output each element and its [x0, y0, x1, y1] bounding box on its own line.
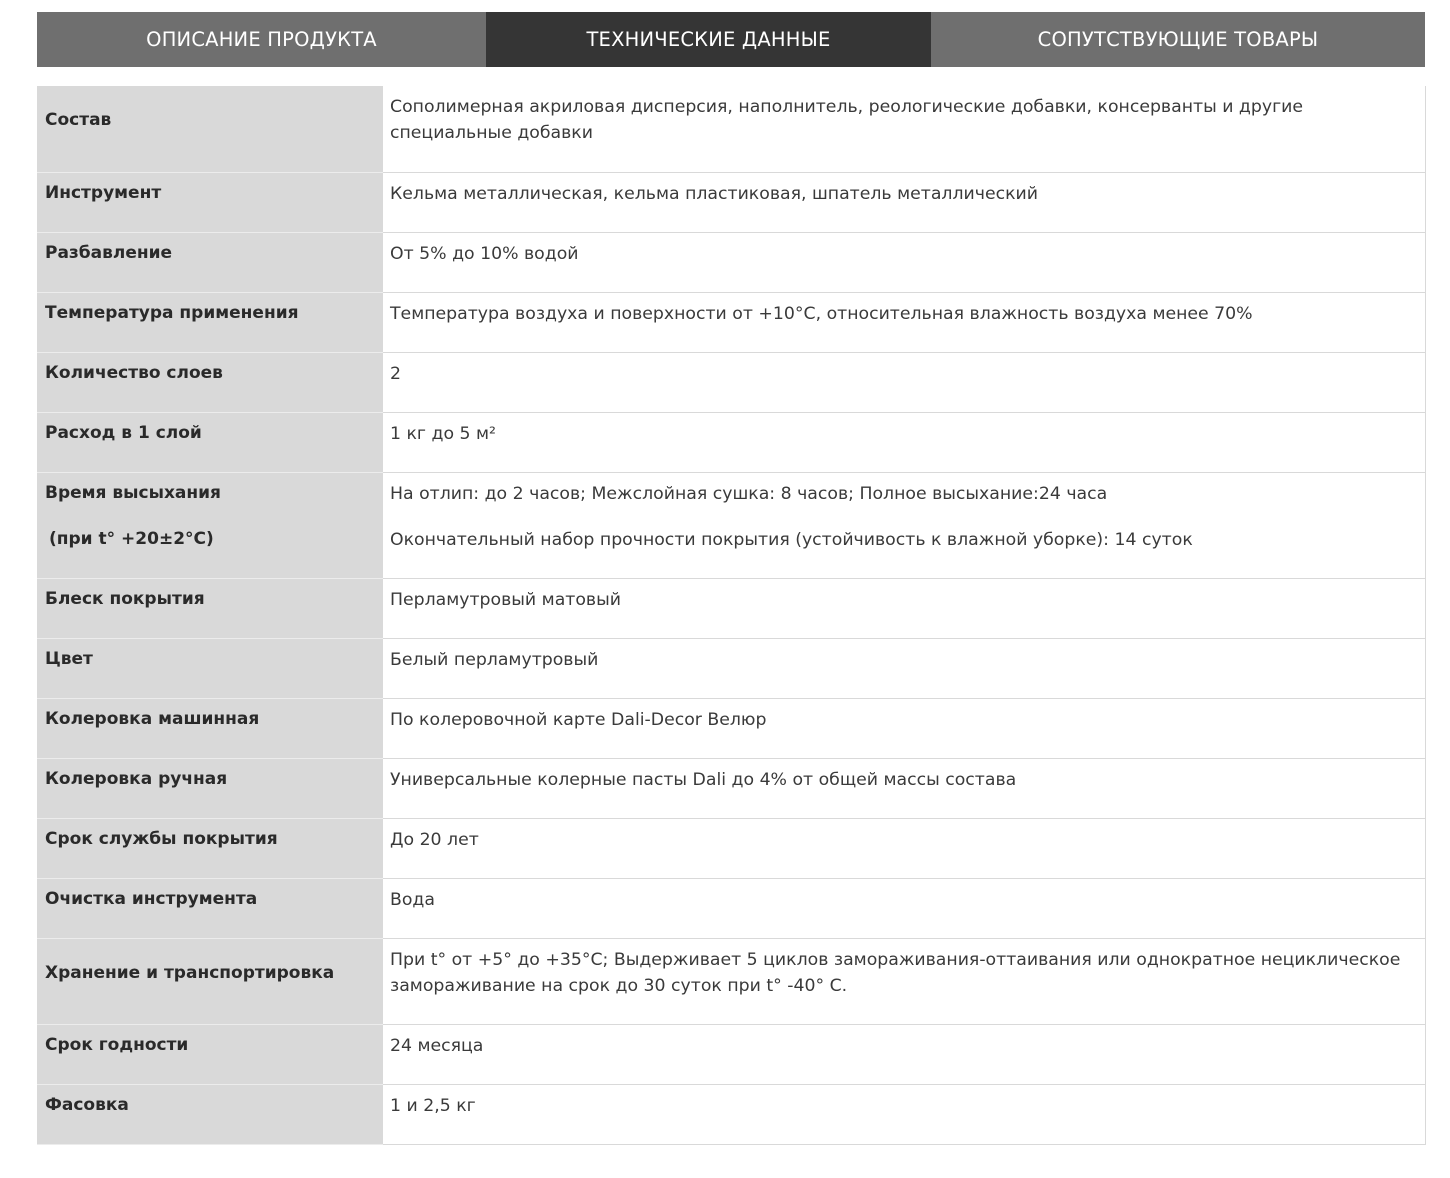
table-row [37, 412, 1425, 472]
table-row [37, 878, 1425, 938]
spec-value: 24 месяца [383, 1024, 1425, 1084]
spec-value: Универсальные колерные пасты Dali до 4% от общей массы состава [383, 758, 1425, 818]
spec-value: Сополимерная акриловая дисперсия, наполнитель, реологические добавки, консерванты и другие специальные добавки [383, 86, 1425, 172]
spec-label: Температура применения [37, 292, 383, 352]
spec-value: До 20 лет [383, 818, 1425, 878]
spec-label: Расход в 1 слой [37, 412, 383, 472]
spec-label: Количество слоев [37, 352, 383, 412]
spec-label: Очистка инструмента [37, 878, 383, 938]
spec-label: Блеск покрытия [37, 578, 383, 638]
spec-value: Температура воздуха и поверхности от +10°С, относительная влажность воздуха менее 70% [383, 292, 1425, 352]
table-row [37, 86, 1425, 172]
spec-label: Разбавление [37, 232, 383, 292]
spec-label: Срок годности [37, 1024, 383, 1084]
tab-related-products[interactable]: СОПУТСТВУЮЩИЕ ТОВАРЫ [931, 12, 1425, 67]
table-row [37, 292, 1425, 352]
table-row [37, 638, 1425, 698]
spec-label: Колеровка ручная [37, 758, 383, 818]
table-row [37, 758, 1425, 818]
table-row [37, 472, 1425, 578]
tab-bar [37, 12, 1425, 67]
table-row [37, 818, 1425, 878]
spec-label: Состав [37, 86, 383, 172]
spec-label: Инструмент [37, 172, 383, 232]
spec-label: Колеровка машинная [37, 698, 383, 758]
spec-label: Цвет [37, 638, 383, 698]
table-row [37, 232, 1425, 292]
spec-value: Кельма металлическая, кельма пластиковая, шпатель металлический [383, 172, 1425, 232]
spec-value: От 5% до 10% водой [383, 232, 1425, 292]
spec-label: Время высыхания (при t° +20±2°С) [37, 472, 383, 578]
specs-table [37, 86, 1426, 1145]
table-row [37, 1084, 1425, 1144]
table-row [37, 1024, 1425, 1084]
spec-value: На отлип: до 2 часов; Межслойная сушка: 8 часов; Полное высыхание:24 часа Окончательный набор прочности покрытия (устойчивость к влажной уборке): 14 суток [383, 472, 1425, 578]
table-row [37, 172, 1425, 232]
tab-technical-data[interactable]: ТЕХНИЧЕСКИЕ ДАННЫЕ [486, 12, 931, 67]
tab-product-description[interactable]: ОПИСАНИЕ ПРОДУКТА [37, 12, 486, 67]
spec-value: По колеровочной карте Dali-Decor Велюр [383, 698, 1425, 758]
spec-value: 1 кг до 5 м² [383, 412, 1425, 472]
spec-label: Срок службы покрытия [37, 818, 383, 878]
spec-value: Белый перламутровый [383, 638, 1425, 698]
table-row [37, 938, 1425, 1024]
table-row [37, 352, 1425, 412]
table-row [37, 698, 1425, 758]
spec-value: 1 и 2,5 кг [383, 1084, 1425, 1144]
spec-value: Перламутровый матовый [383, 578, 1425, 638]
spec-label: Хранение и транспортировка [37, 938, 383, 1024]
spec-label: Фасовка [37, 1084, 383, 1144]
spec-value: 2 [383, 352, 1425, 412]
spec-value: При t° от +5° до +35°С; Выдерживает 5 циклов замораживания-оттаивания или однократное нециклическое замораживание на срок до 30 суток при t° -40° С. [383, 938, 1425, 1024]
spec-value: Вода [383, 878, 1425, 938]
table-row [37, 578, 1425, 638]
